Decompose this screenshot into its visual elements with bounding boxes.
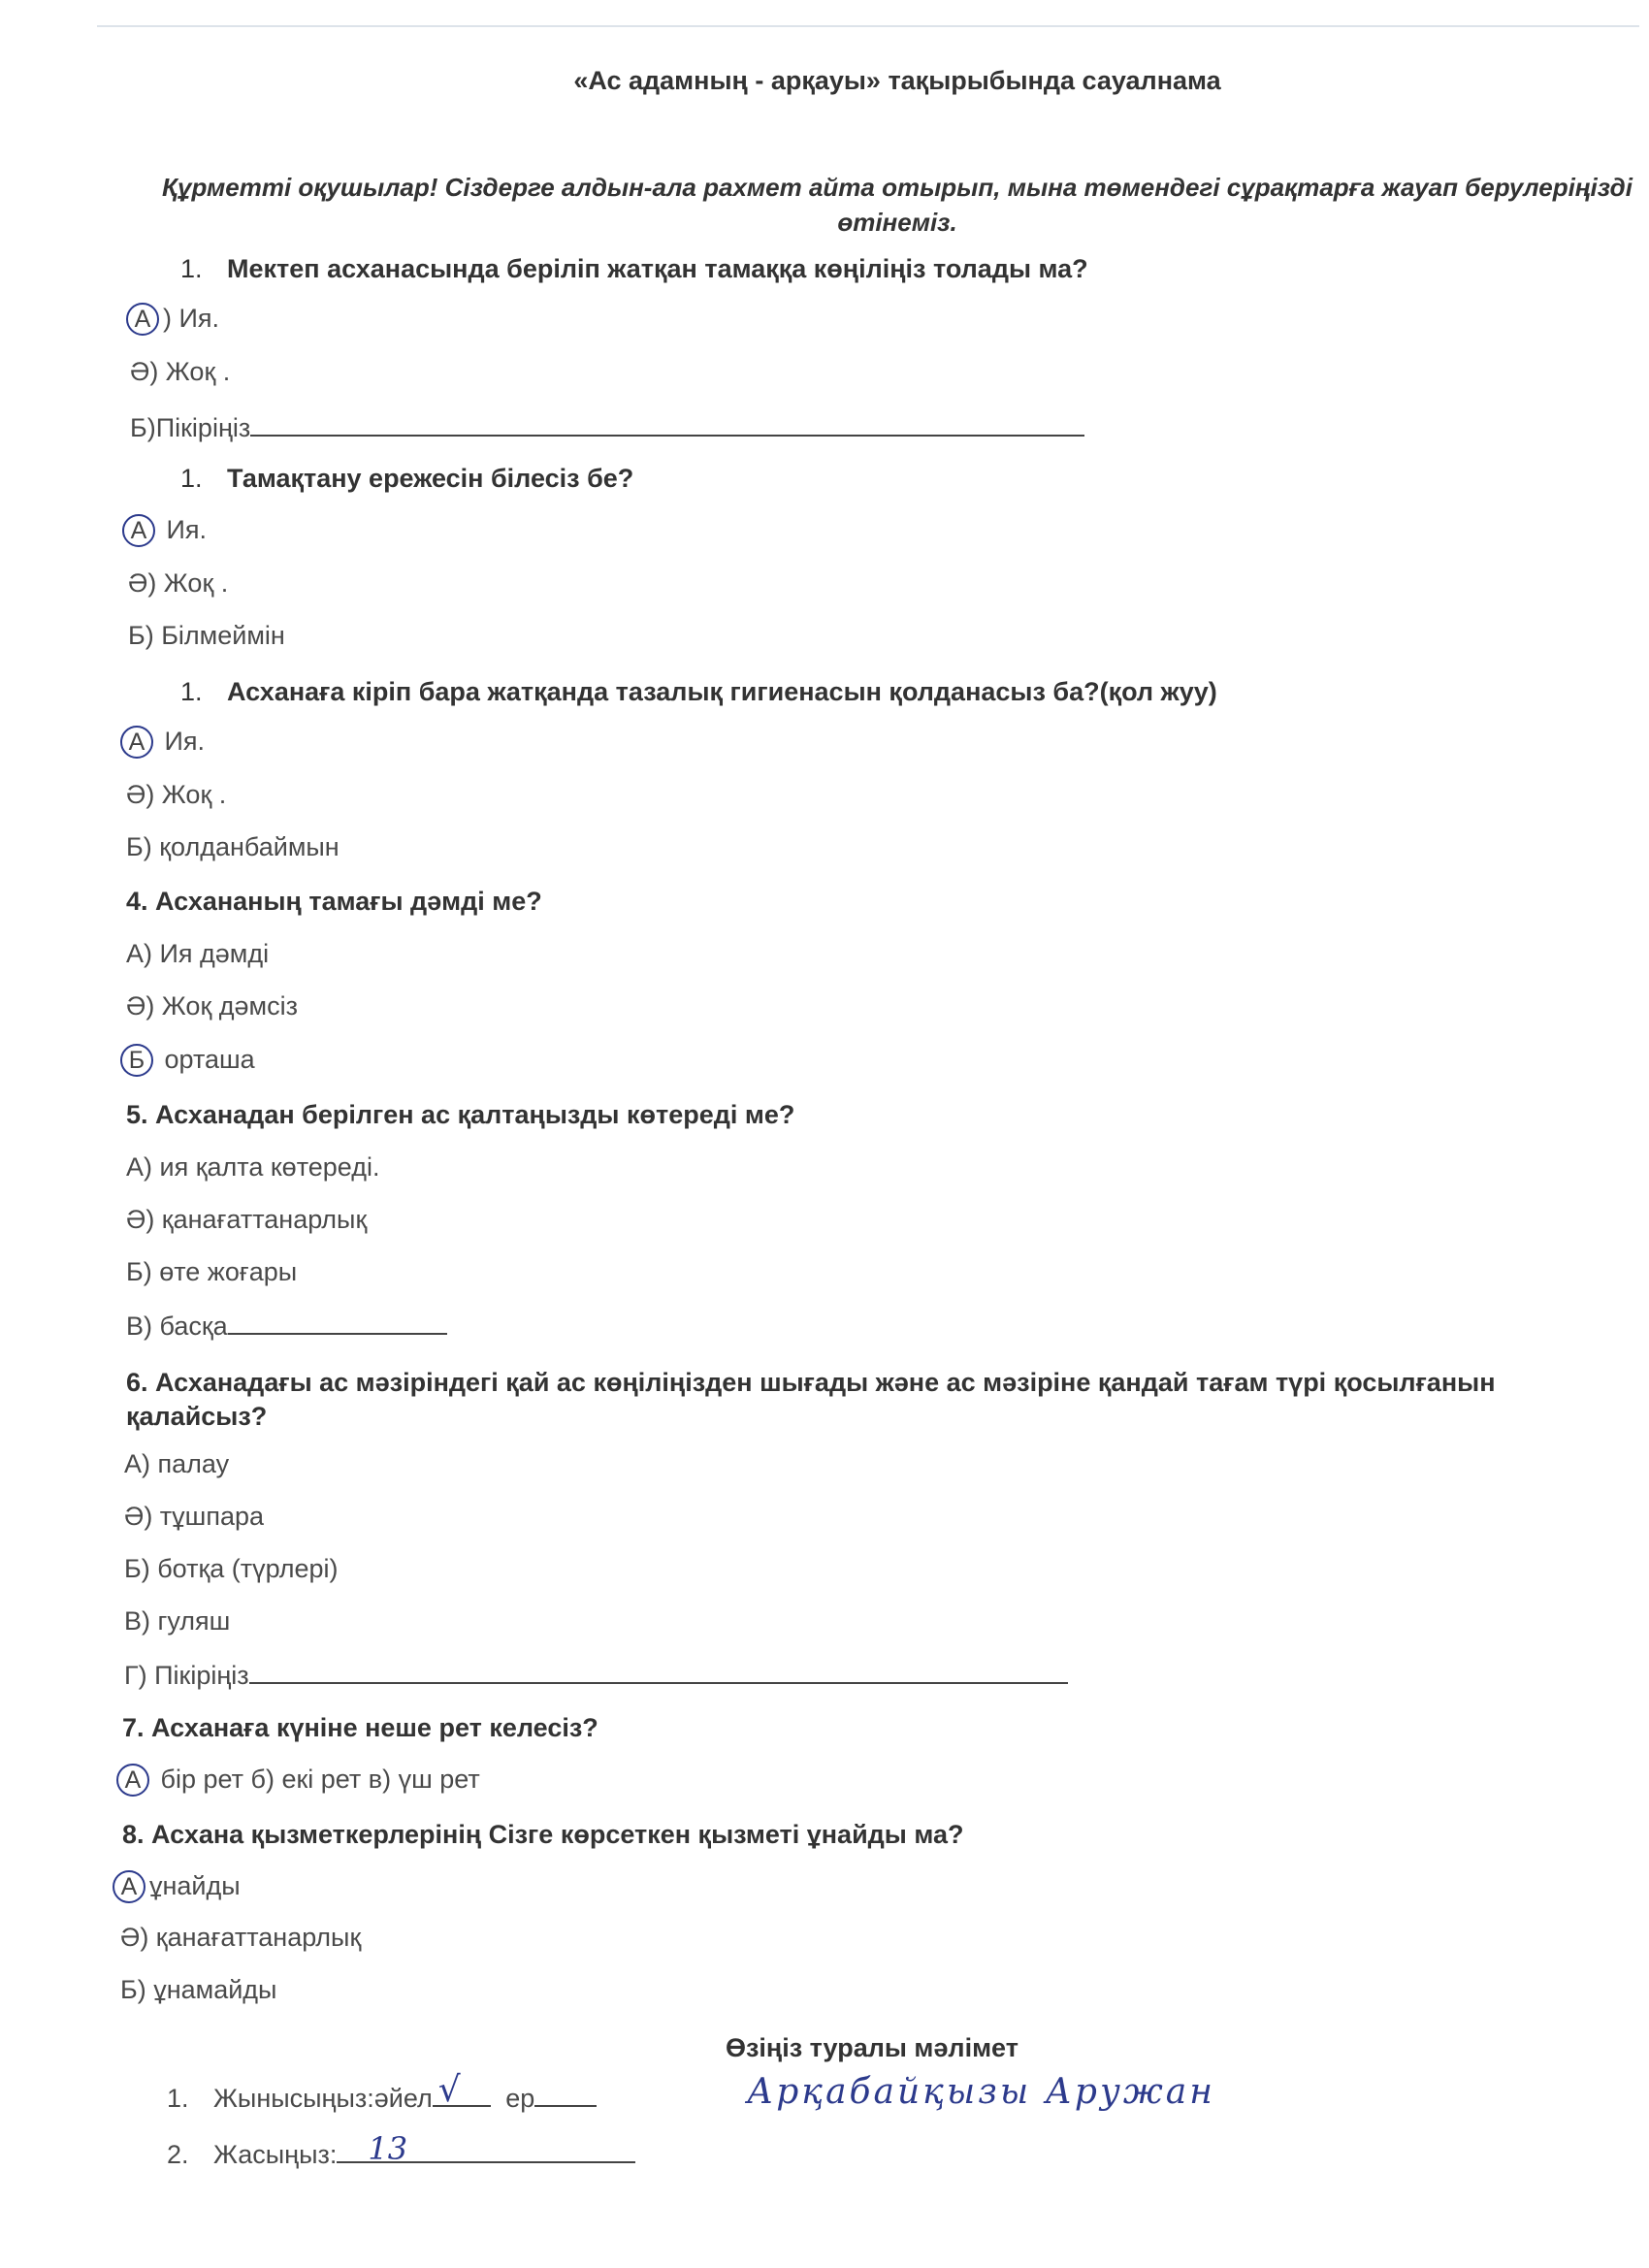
q1-option-c[interactable]: Б)Пікіріңіз <box>130 411 1084 443</box>
answer-blank-line[interactable] <box>249 1659 1068 1684</box>
q4-option-a[interactable]: А) Ия дәмді <box>126 939 270 968</box>
q3-option-a[interactable]: А Ия. <box>124 726 205 759</box>
about-heading: Өзіңіз туралы мәлімет <box>726 2033 1018 2062</box>
question-5: 5. Асханадан берілген ас қалтаңызды көтереді ме? <box>126 1100 795 1129</box>
q5-option-a[interactable]: А) ия қалта көтереді. <box>126 1152 380 1182</box>
selected-answer-circle: А <box>126 303 159 336</box>
male-blank[interactable] <box>534 2082 597 2107</box>
signature: Арқабайқызы Аружан <box>747 2072 1215 2112</box>
q2-option-c[interactable]: Б) Білмеймін <box>128 621 285 650</box>
age-field: 2. Жасыңыз: 13 <box>167 2138 635 2170</box>
question-6: 6. Асханадағы ас мәзіріндегі қай ас көңіліңізден шығады және ас мәзіріне қандай тағам түрі қосылғанын қалайсыз? <box>126 1368 1496 1431</box>
selected-answer-circle: А <box>120 726 153 759</box>
q3-option-b[interactable]: Ә) Жоқ . <box>126 780 227 809</box>
female-blank[interactable] <box>433 2070 491 2110</box>
question-text: Мектеп асханасында беріліп жатқан тамаққа көңіліңіз толады ма? <box>227 254 1088 283</box>
question-text: Тамақтану ережесін білесіз бе? <box>227 464 634 493</box>
question-2: 1. Тамақтану ережесін білесіз бе? <box>180 464 634 493</box>
q8-option-a[interactable]: А ұнайды <box>116 1870 241 1903</box>
q5-option-d[interactable]: В) басқа <box>126 1310 447 1342</box>
q5-option-b[interactable]: Ә) қанағаттанарлық <box>126 1205 368 1234</box>
q8-option-b[interactable]: Ә) қанағаттанарлық <box>120 1923 362 1952</box>
female-checkmark: √ <box>437 2070 461 2110</box>
scan-edge-line <box>97 25 1639 27</box>
question-8: 8. Асхана қызметкерлерінің Сізге көрсеткен қызметі ұнайды ма? <box>122 1820 964 1849</box>
q8-option-c[interactable]: Б) ұнамайды <box>120 1975 277 2004</box>
answer-blank-line[interactable] <box>228 1310 447 1335</box>
q2-option-a[interactable]: А Ия. <box>126 514 207 547</box>
age-blank[interactable] <box>337 2130 635 2167</box>
selected-answer-circle: А <box>116 1764 149 1797</box>
question-1: 1. Мектеп асханасында беріліп жатқан тамаққа көңіліңіз толады ма? <box>180 254 1088 283</box>
question-4: 4. Асхананың тамағы дәмді ме? <box>126 887 542 916</box>
question-7: 7. Асханаға күніне неше рет келесіз? <box>122 1713 598 1742</box>
page-title: «Ас адамның - арқауы» тақырыбында сауалнама <box>573 66 1221 95</box>
q6-option-b[interactable]: Ә) тұшпара <box>124 1502 265 1531</box>
q6-option-c[interactable]: Б) ботқа (түрлері) <box>124 1554 339 1583</box>
q5-option-c[interactable]: Б) өте жоғары <box>126 1257 298 1286</box>
q6-option-d[interactable]: В) гуляш <box>124 1606 231 1636</box>
q2-option-b[interactable]: Ә) Жоқ . <box>128 568 229 598</box>
q1-option-b[interactable]: Ә) Жоқ . <box>130 357 231 386</box>
question-3: 1. Асханаға кіріп бара жатқанда тазалық гигиенасын қолданасыз ба?(қол жуу) <box>180 677 1217 706</box>
q4-option-c[interactable]: Б орташа <box>124 1044 255 1077</box>
age-value: 13 <box>368 2130 408 2167</box>
q7-option-a[interactable]: А бір рет б) екі рет в) үш рет <box>120 1764 480 1797</box>
q6-option-a[interactable]: А) палау <box>124 1449 230 1478</box>
q3-option-c[interactable]: Б) қолданбаймын <box>126 832 340 861</box>
selected-answer-circle: А <box>122 514 155 547</box>
intro-text: Құрметті оқушылар! Сіздерге алдын-ала рахмет айта отырып, мына төмендегі сұрақтарға жауап берулеріңізді өтінеміз. <box>162 173 1633 237</box>
q6-option-e[interactable]: Г) Пікіріңіз <box>124 1659 1068 1691</box>
selected-answer-circle: Б <box>120 1044 153 1077</box>
question-text: Асханаға кіріп бара жатқанда тазалық гигиенасын қолданасыз ба?(қол жуу) <box>227 677 1217 706</box>
selected-answer-circle: А <box>113 1870 146 1903</box>
q1-option-a[interactable]: А ) Ия. <box>130 303 219 336</box>
q4-option-b[interactable]: Ә) Жоқ дәмсіз <box>126 991 298 1021</box>
gender-field: 1. Жынысыңыз:әйел √ ер <box>167 2082 597 2114</box>
answer-blank-line[interactable] <box>250 411 1084 437</box>
